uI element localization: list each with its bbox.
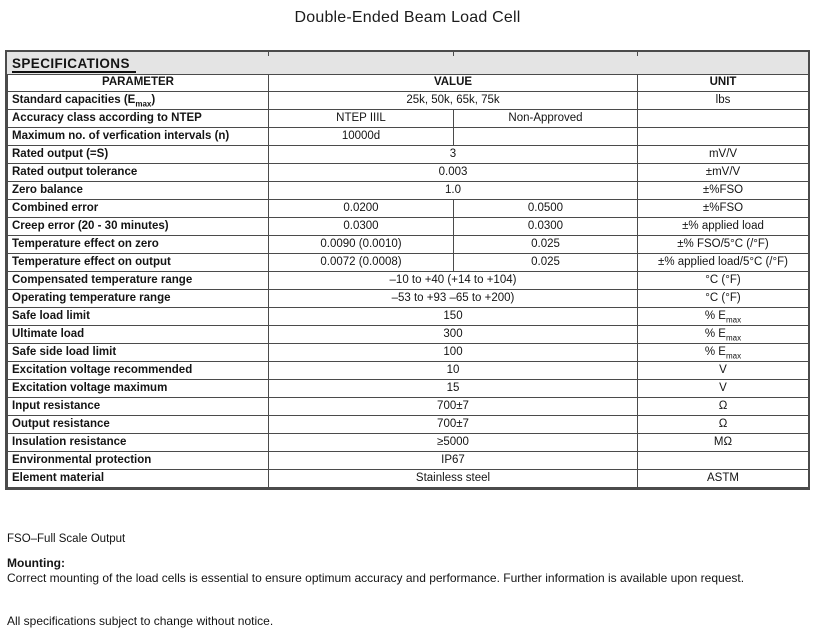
value-cell: 15 (269, 380, 638, 398)
parameter-cell: Safe load limit (8, 308, 269, 326)
value-cell: –53 to +93 –65 to +200) (269, 290, 638, 308)
column-header-value: VALUE (269, 75, 638, 92)
table-row (8, 218, 809, 236)
parameter-cell: Zero balance (8, 182, 269, 200)
parameter-cell: Temperature effect on zero (8, 236, 269, 254)
parameter-cell: Output resistance (8, 416, 269, 434)
value-cell: Stainless steel (269, 470, 638, 488)
parameter-cell: Safe side load limit (8, 344, 269, 362)
value-cell: 700±7 (269, 416, 638, 434)
value-cell: 0.0200 (269, 200, 454, 218)
column-header-unit: UNIT (638, 75, 809, 92)
parameter-cell: Compensated temperature range (8, 272, 269, 290)
column-divider-tick (453, 52, 454, 56)
unit-cell: ±% applied load (638, 218, 809, 236)
table-row (8, 434, 809, 452)
parameter-cell: Element material (8, 470, 269, 488)
unit-cell: ±%FSO (638, 200, 809, 218)
unit-cell (638, 110, 809, 128)
specifications-header-band (7, 56, 808, 74)
unit-cell: ±% applied load/5°C (/°F) (638, 254, 809, 272)
parameter-cell: Ultimate load (8, 326, 269, 344)
value-cell: 700±7 (269, 398, 638, 416)
specifications-table (5, 50, 810, 490)
parameter-cell: Creep error (20 - 30 minutes) (8, 218, 269, 236)
unit-cell: MΩ (638, 434, 809, 452)
value-cell: 1.0 (269, 182, 638, 200)
unit-cell: % $E_{max}$ (638, 344, 809, 362)
parameter-cell: Excitation voltage recommended (8, 362, 269, 380)
unit-cell: V (638, 362, 809, 380)
value-cell: ≥5000 (269, 434, 638, 452)
unit-cell: °C (°F) (638, 290, 809, 308)
value-cell: 0.0300 (269, 218, 454, 236)
parameter-cell: Accuracy class according to NTEP (8, 110, 269, 128)
value-cell: 0.025 (454, 236, 638, 254)
value-cell: 3 (269, 146, 638, 164)
parameter-cell: Environmental protection (8, 452, 269, 470)
unit-cell: Ω (638, 416, 809, 434)
unit-cell: % $E_{max}$ (638, 308, 809, 326)
disclaimer-note: All specifications subject to change without notice. (7, 614, 274, 628)
mounting-paragraph: Correct mounting of the load cells is essential to ensure optimum accuracy and performance. Further information is available upon request. (7, 571, 745, 585)
value-cell: 10000d (269, 128, 454, 146)
unit-cell: °C (°F) (638, 272, 809, 290)
table-top-border (7, 52, 808, 56)
column-header-parameter: PARAMETER (8, 75, 269, 92)
unit-cell: % $E_{max}$ (638, 326, 809, 344)
table-row (8, 416, 809, 434)
column-divider-tick (637, 52, 638, 56)
table-row (8, 146, 809, 164)
column-header-row (8, 75, 809, 92)
unit-cell: Ω (638, 398, 809, 416)
value-cell: 300 (269, 326, 638, 344)
table-row (8, 92, 809, 110)
unit-cell: lbs (638, 92, 809, 110)
parameter-cell: Maximum no. of verfication intervals (n) (8, 128, 269, 146)
table-row (8, 290, 809, 308)
table-row (8, 236, 809, 254)
value-cell: NTEP IIIL (269, 110, 454, 128)
column-divider-tick (268, 52, 269, 56)
table-row (8, 452, 809, 470)
spec-grid (7, 74, 809, 488)
value-cell: 100 (269, 344, 638, 362)
table-row (8, 128, 809, 146)
table-row (8, 182, 809, 200)
unit-cell: ASTM (638, 470, 809, 488)
unit-cell: V (638, 380, 809, 398)
fso-footnote: FSO–Full Scale Output (7, 533, 126, 545)
table-row (8, 362, 809, 380)
table-row (8, 164, 809, 182)
parameter-cell: Rated output tolerance (8, 164, 269, 182)
table-row (8, 398, 809, 416)
unit-cell (638, 452, 809, 470)
parameter-cell: Temperature effect on output (8, 254, 269, 272)
unit-cell: ±% FSO/5°C (/°F) (638, 236, 809, 254)
value-cell: 0.003 (269, 164, 638, 182)
value-cell: 10 (269, 362, 638, 380)
table-row (8, 308, 809, 326)
unit-cell (638, 128, 809, 146)
parameter-cell: Excitation voltage maximum (8, 380, 269, 398)
mounting-heading: Mounting: (7, 556, 65, 570)
parameter-cell: Combined error (8, 200, 269, 218)
table-row (8, 200, 809, 218)
value-cell (454, 128, 638, 146)
unit-cell: mV/V (638, 146, 809, 164)
value-cell: –10 to +40 (+14 to +104) (269, 272, 638, 290)
value-cell: 0.0300 (454, 218, 638, 236)
value-cell: 150 (269, 308, 638, 326)
value-cell: 0.025 (454, 254, 638, 272)
specifications-label: SPECIFICATIONS (12, 56, 136, 73)
parameter-cell: Standard capacities $(E_{max})$ (8, 92, 269, 110)
table-row (8, 272, 809, 290)
table-row (8, 326, 809, 344)
table-row (8, 110, 809, 128)
table-row (8, 254, 809, 272)
table-row (8, 344, 809, 362)
unit-cell: ±mV/V (638, 164, 809, 182)
value-cell: 0.0500 (454, 200, 638, 218)
value-cell: 0.0072 (0.0008) (269, 254, 454, 272)
parameter-cell: Insulation resistance (8, 434, 269, 452)
value-cell: Non-Approved (454, 110, 638, 128)
table-row (8, 380, 809, 398)
unit-cell: ±%FSO (638, 182, 809, 200)
parameter-cell: Rated output (=S) (8, 146, 269, 164)
value-cell: 0.0090 (0.0010) (269, 236, 454, 254)
table-row (8, 470, 809, 488)
value-cell: IP67 (269, 452, 638, 470)
page-title: Double-Ended Beam Load Cell (294, 9, 521, 26)
value-cell: 25k, 50k, 65k, 75k (269, 92, 638, 110)
parameter-cell: Input resistance (8, 398, 269, 416)
parameter-cell: Operating temperature range (8, 290, 269, 308)
